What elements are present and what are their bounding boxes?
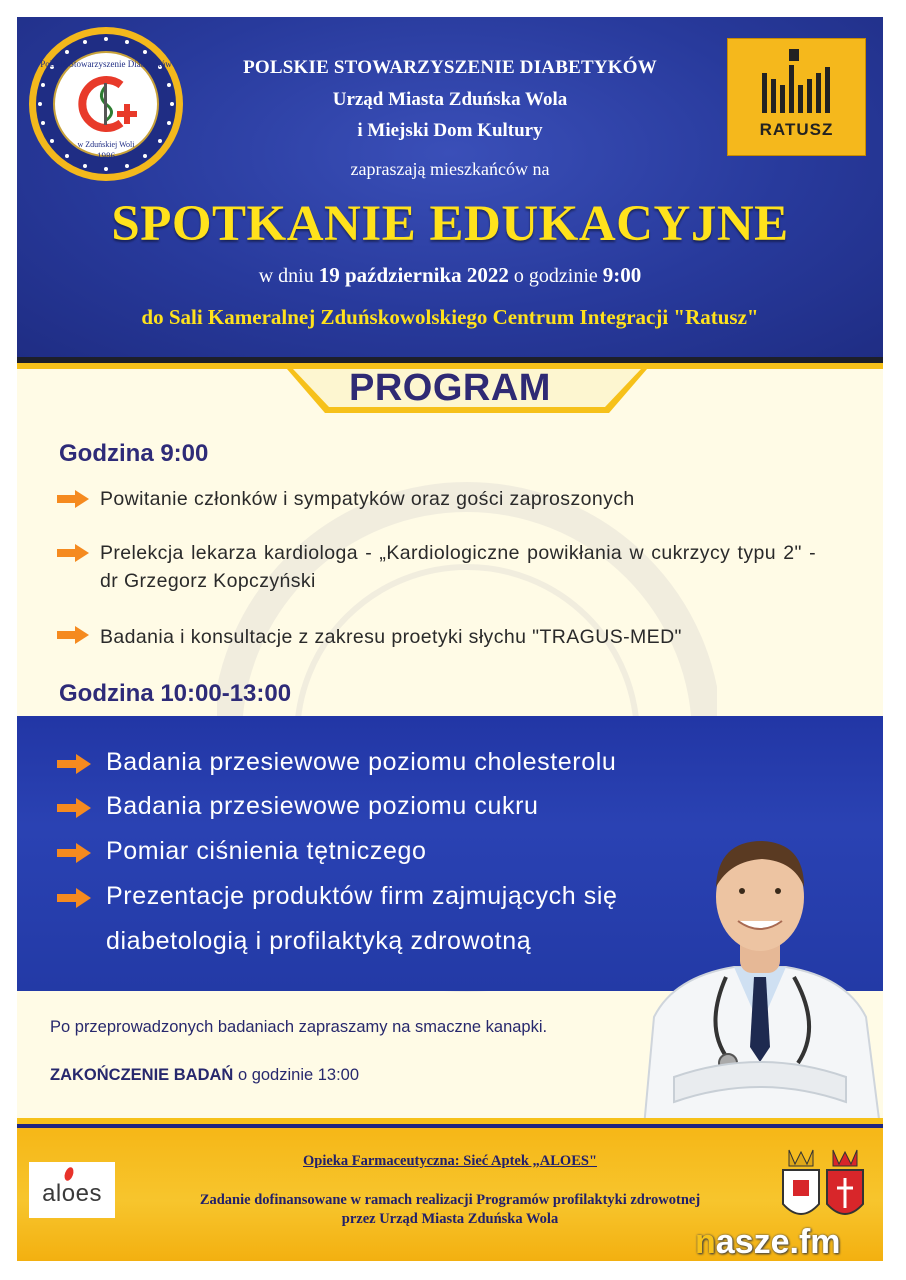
organizer-line-2: Urząd Miasta Zduńska Wola [332, 89, 568, 110]
arrow-right-icon [57, 888, 91, 908]
session1-item-2: Prelekcja lekarza kardiologa - „Kardiologiczne powikłania w cukrzycy typu 2" - dr Grzegorz Kopczyński [100, 542, 816, 592]
end-time: o godzinie 13:00 [237, 1066, 360, 1084]
organizer-line-3: i Miejski Dom Kultury [357, 120, 543, 141]
session2-item-1: Badania przesiewowe poziomu cholesterolu [106, 748, 617, 776]
session1-hour: Godzina 9:00 [59, 440, 209, 467]
session1-item-1: Powitanie członków i sympatyków oraz gości zaproszonych [100, 488, 635, 510]
funding-line-2: przez Urząd Miasta Zduńska Wola [341, 1211, 559, 1227]
event-date: 19 października 2022 [318, 263, 509, 287]
logo-ring-text: Polskie Stowarzyszenie Diabetyków [40, 59, 172, 69]
session1-item-3: Badania i konsultacje z zakresu proetyki słychu "TRAGUS-MED" [100, 626, 682, 648]
logo-city-text: w Zduńskiej Woli [77, 140, 135, 149]
date-line [17, 263, 883, 288]
city-coat-of-arms-icon [779, 1144, 871, 1230]
organizer-line-1: POLSKIE STOWARZYSZENIE DIABETYKÓW [243, 57, 657, 78]
arrow-right-icon [57, 754, 91, 774]
doctor-illustration [634, 827, 883, 1127]
program-heading: PROGRAM [349, 367, 551, 409]
site-watermark [695, 1223, 841, 1262]
end-label: ZAKOŃCZENIE BADAŃ [50, 1066, 234, 1084]
arrow-right-icon [57, 490, 89, 508]
time-prefix: o godzinie [513, 265, 598, 287]
logo-year-text: 1986 [97, 151, 115, 161]
ratusz-logo [727, 38, 866, 156]
invitation-line: zapraszają mieszkańców na [350, 159, 550, 179]
after-exam-note: Po przeprowadzonych badaniach zapraszamy na smaczne kanapki. [50, 1018, 548, 1036]
arrow-right-icon [57, 843, 91, 863]
poster [17, 17, 883, 1261]
watermark-n: n [695, 1223, 716, 1261]
arrow-right-icon [57, 798, 91, 818]
pharmacy-partner: Opieka Farmaceutyczna: Sieć Aptek „ALOES" [302, 1153, 597, 1169]
session2-item-4-continued: diabetologią i profilaktyką zdrowotną [106, 927, 532, 955]
ratusz-bars-icon [728, 39, 865, 119]
date-prefix: w dniu [258, 265, 314, 287]
event-title: SPOTKANIE EDUKACYJNE [111, 196, 789, 252]
header-panel [17, 17, 883, 357]
venue-line: do Sali Kameralnej Zduńskowolskiego Centrum Integracji "Ratusz" [141, 305, 759, 329]
aloes-logo-text: aloes [42, 1180, 102, 1207]
ratusz-label: RATUSZ [759, 120, 834, 139]
session2-hour: Godzina 10:00-13:00 [59, 680, 292, 707]
session2-item-2: Badania przesiewowe poziomu cukru [106, 792, 539, 820]
arrow-right-icon [57, 544, 89, 562]
event-time: 9:00 [602, 263, 642, 287]
arrow-right-icon [57, 626, 89, 644]
watermark-rest: asze.fm [715, 1223, 841, 1261]
funding-line-1: Zadanie dofinansowane w ramach realizacji Programów profilaktyki zdrowotnej [199, 1192, 701, 1208]
session2-item-4: Prezentacje produktów firm zajmujących się [106, 882, 618, 910]
end-of-exams [50, 1066, 359, 1085]
session2-item-3: Pomiar ciśnienia tętniczego [106, 837, 427, 865]
